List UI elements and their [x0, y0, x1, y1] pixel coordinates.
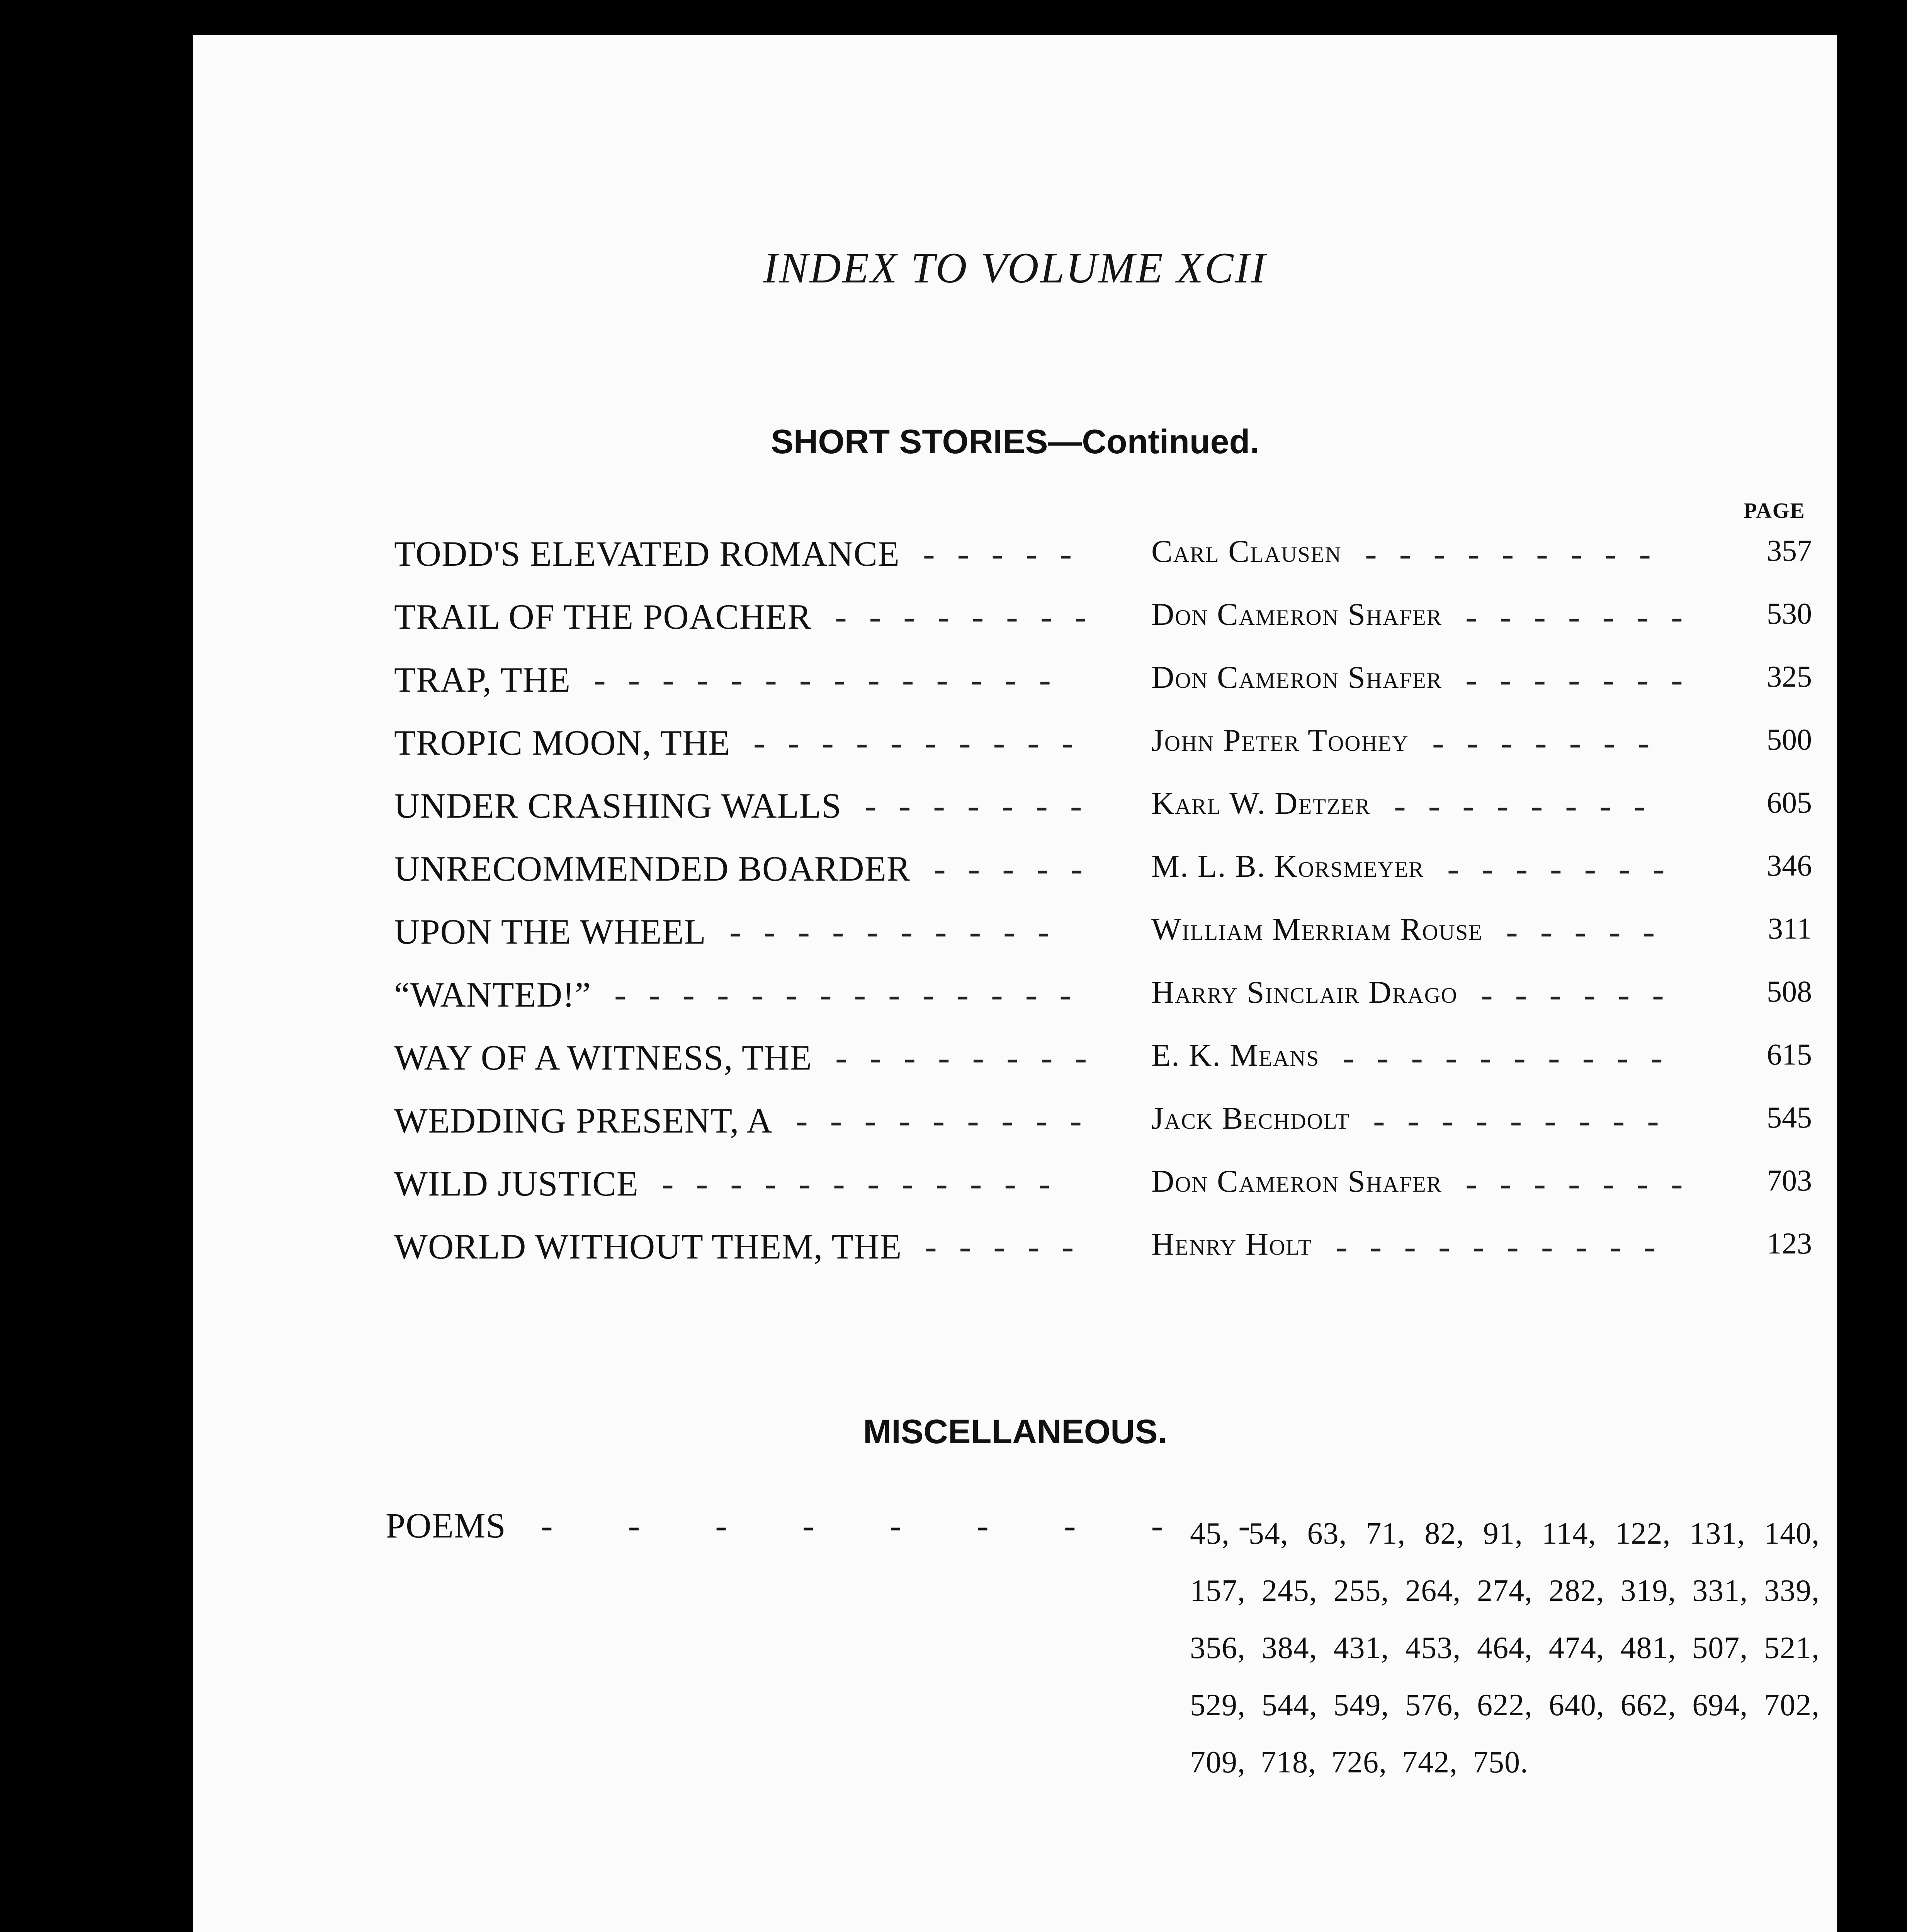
story-author: John Peter Toohey [1151, 723, 1409, 758]
dot-leader: --------- [796, 1101, 1104, 1140]
story-author: Don Cameron Shafer [1151, 597, 1442, 632]
story-title: WORLD WITHOUT THEM, THE [394, 1227, 902, 1266]
dot-leader: -------- [835, 1038, 1110, 1077]
dot-leader: - - - - - - - - - [541, 1506, 1283, 1545]
story-title: UNRECOMMENDED BOARDER [394, 849, 911, 888]
story-author: William Merriam Rouse [1151, 912, 1483, 947]
dot-leader: --------- [1373, 1101, 1681, 1140]
dot-leader: ----- [925, 1227, 1096, 1266]
story-author: M. L. B. Korsmeyer [1151, 849, 1424, 884]
story-author: Carl Clausen [1151, 534, 1342, 569]
story-page-number: 530 [1767, 597, 1812, 630]
story-entry [193, 785, 1837, 835]
dot-leader: --------- [1365, 534, 1673, 573]
story-entry [193, 848, 1837, 898]
dot-leader: ---------- [753, 723, 1096, 762]
dot-leader: -------- [835, 597, 1109, 636]
miscellaneous-heading: MISCELLANEOUS. [863, 1412, 1168, 1451]
story-entry [193, 533, 1837, 583]
story-page-number: 703 [1767, 1163, 1812, 1197]
dot-leader: -------------- [594, 660, 1073, 699]
dot-leader: ------- [865, 786, 1105, 825]
dot-leader: ----- [923, 534, 1095, 573]
story-page-number: 325 [1767, 660, 1812, 693]
story-author: Henry Holt [1151, 1226, 1312, 1262]
story-entry [193, 659, 1837, 709]
story-page-number: 605 [1767, 786, 1812, 819]
poems-label: POEMS [386, 1506, 506, 1545]
story-entry [193, 1226, 1837, 1276]
story-entry [193, 911, 1837, 961]
story-author: Don Cameron Shafer [1151, 1163, 1442, 1199]
dot-leader: ---------- [1336, 1227, 1678, 1266]
story-page-number: 346 [1767, 849, 1812, 882]
story-entry [193, 1100, 1837, 1150]
page-header-title: INDEX TO VOLUME XCII [763, 244, 1267, 292]
dot-leader: ----- [934, 849, 1105, 888]
story-author: Jack Bechdolt [1151, 1100, 1350, 1136]
poems-page-list: 45, 54, 63, 71, 82, 91, 114, 122, 131, 140, 157, 245, 255, 264, 274, 282, 319, 331, 339, 356, 384, 431, 453, 464, 474, 481, 507, 521, 529, 544, 549, 576, 622, 640, 662, 694, 702, 709, 718, 726, 742, 750. [1190, 1517, 1820, 1779]
index-page [193, 35, 1837, 1932]
dot-leader: ----- [1506, 912, 1678, 951]
story-title: WAY OF A WITNESS, THE [394, 1038, 812, 1077]
story-title: UNDER CRASHING WALLS [394, 786, 842, 825]
story-entry [193, 1163, 1837, 1213]
story-page-number: 357 [1767, 534, 1812, 567]
story-page-number: 545 [1767, 1100, 1812, 1134]
dot-leader: ------- [1447, 849, 1687, 888]
dot-leader: ------------ [662, 1164, 1073, 1203]
story-author: E. K. Means [1151, 1037, 1320, 1073]
dot-leader: ------- [1465, 1164, 1705, 1203]
story-title: WEDDING PRESENT, A [394, 1101, 773, 1140]
dot-leader: ------- [1465, 660, 1705, 699]
story-entry [193, 722, 1837, 772]
story-page-number: 500 [1767, 723, 1812, 756]
dot-leader: ------- [1432, 723, 1672, 762]
story-title: WILD JUSTICE [394, 1164, 639, 1203]
story-page-number: 123 [1767, 1226, 1812, 1260]
story-entry [193, 1037, 1837, 1087]
story-entry [193, 974, 1837, 1024]
dot-leader: ---------- [1343, 1038, 1685, 1077]
dot-leader: -------- [1394, 786, 1668, 825]
story-title: “WANTED!” [394, 975, 591, 1014]
story-page-number: 615 [1767, 1037, 1812, 1071]
story-page-number: 508 [1767, 975, 1812, 1008]
dot-leader: ------ [1481, 975, 1686, 1014]
dot-leader: ------- [1465, 597, 1705, 636]
story-title: TRAIL OF THE POACHER [394, 597, 812, 636]
story-page-number: 311 [1768, 912, 1812, 945]
dot-leader: ---------- [729, 912, 1072, 951]
story-title: TRAP, THE [394, 660, 571, 699]
story-title: TROPIC MOON, THE [394, 723, 731, 762]
story-entry [193, 596, 1837, 646]
story-author: Harry Sinclair Drago [1151, 975, 1458, 1010]
short-stories-heading: SHORT STORIES—Continued. [771, 422, 1259, 461]
story-title: UPON THE WHEEL [394, 912, 706, 951]
story-author: Don Cameron Shafer [1151, 660, 1442, 695]
story-author: Karl W. Detzer [1151, 786, 1371, 821]
dot-leader: -------------- [614, 975, 1094, 1014]
page-column-label: PAGE [1744, 499, 1805, 523]
story-title: TODD'S ELEVATED ROMANCE [394, 534, 900, 573]
